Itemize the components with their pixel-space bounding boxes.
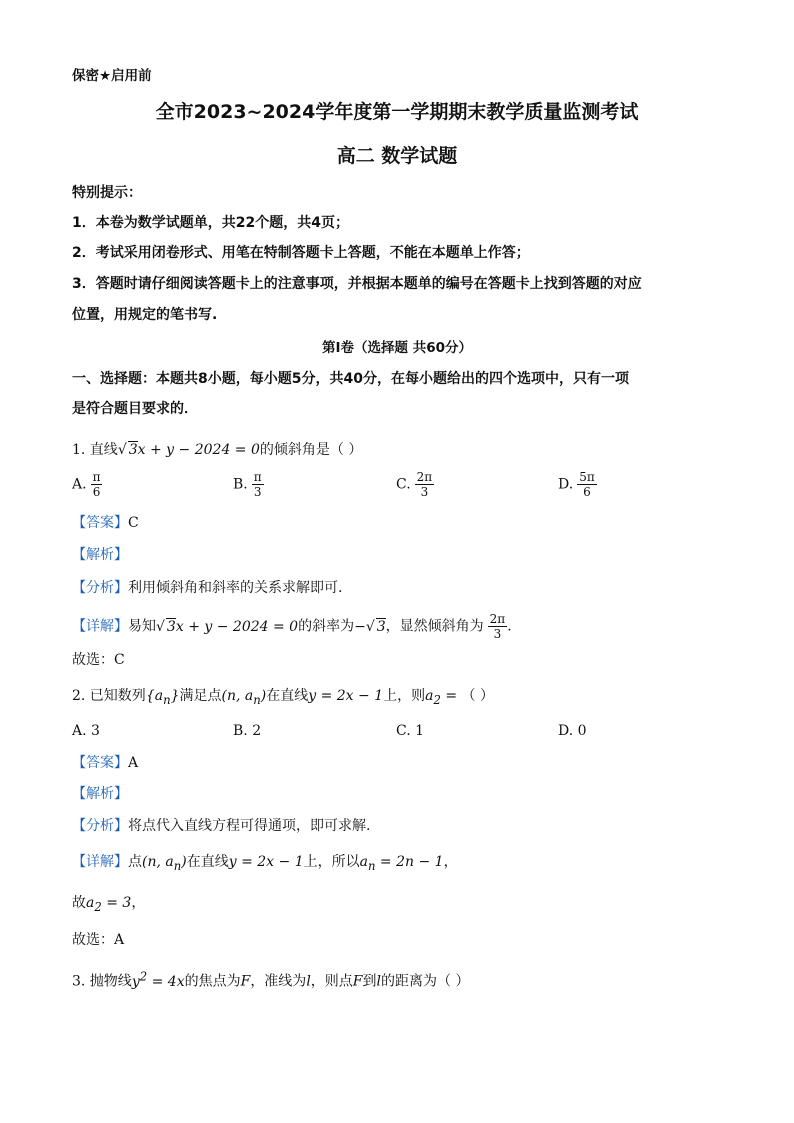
q1-detail-end: . [507, 618, 512, 635]
q2-option-b: B. 2 [233, 723, 262, 739]
q2-answer [72, 753, 138, 773]
q2-an-a: a [359, 854, 368, 870]
q1-fenxi-text: 利用倾斜角和斜率的关系求解即可. [128, 580, 343, 596]
answer-label: 【答案】 [72, 755, 128, 771]
q1-detail [72, 612, 512, 641]
section-instruction-1: 一、选择题：本题共8小题，每小题5分，共40分，在每小题给出的四个选项中，只有一项 [72, 371, 629, 387]
q2-fenxi-text: 将点代入直线方程可得通项，即可求解. [128, 818, 371, 834]
confidential-label: 保密★启用前 [72, 68, 152, 84]
q2-mid1: 满足点 [179, 688, 222, 704]
detail-label: 【详解】 [72, 618, 128, 635]
q1-option-b [233, 470, 264, 499]
q1-suffix: 的倾斜角是（ ） [259, 442, 363, 458]
q2-seq-close: } [170, 688, 180, 704]
exam-title: 全市2023~2024学年度第一学期期末教学质量监测考试 [155, 101, 639, 123]
conclusion-label: 故选： [72, 652, 114, 668]
q2-line: y = 2x − 1 [308, 688, 384, 704]
q2-a2-a: a [425, 688, 434, 704]
q1-fenxi [72, 578, 342, 598]
detail-label: 【详解】 [72, 854, 128, 870]
q2-detail-pt-sub: n [173, 858, 182, 873]
q3-mid3: ，则点 [310, 973, 353, 990]
notice-item-2: 2．考试采用闭卷形式、用笔在特制答题卡上答题，不能在本题单上作答； [72, 245, 530, 261]
frac-den: 6 [583, 485, 591, 499]
q3-l2: l [376, 973, 381, 990]
q2-gu-text: 故 [72, 895, 86, 911]
q3-suffix: 的距离为（ ） [381, 973, 470, 990]
q2-a2-sub: 2 [433, 692, 441, 707]
q1-option-a [72, 470, 102, 499]
notice-heading: 特别提示： [72, 185, 142, 201]
q1-prefix: 1. 直线 [72, 442, 118, 458]
q3-mid2: ，准线为 [250, 973, 307, 990]
q1-slope-sqrt: 3 [376, 618, 386, 635]
exam-subtitle: 高二 数学试题 [336, 145, 458, 167]
fenxi-label: 【分析】 [72, 580, 128, 596]
q2-seq-a: {a [145, 688, 164, 704]
q1-option-frac [252, 470, 264, 499]
q2-analysis [72, 784, 128, 804]
q1-detail-eq-rest: x + y − 2024 = 0 [175, 618, 299, 635]
q2-detail-b: 在直线 [186, 854, 229, 870]
q1-detail-c: ，显然倾斜角为 [385, 618, 484, 635]
q3-l: l [306, 973, 311, 990]
frac-num: 2π [416, 470, 433, 484]
q1-sqrt: 3 [128, 442, 138, 458]
q2-detail-point [142, 854, 187, 873]
q1-option-label: A. [72, 476, 87, 493]
q2-gu-rest: = 3 [101, 895, 132, 911]
q1-conclusion [72, 650, 125, 670]
q1-eq-rest: x + y − 2024 = 0 [137, 442, 260, 458]
frac-num: π [92, 470, 101, 484]
q2-point [221, 688, 267, 707]
q2-pt-close: ) [260, 688, 267, 704]
q1-detail-frac [488, 612, 508, 641]
q2-fenxi [72, 816, 370, 836]
frac-den: 3 [253, 485, 262, 499]
q2-detail-pt: (n, a [142, 854, 174, 870]
q2-prefix: 2. 已知数列 [72, 688, 146, 704]
analysis-label: 【解析】 [72, 786, 128, 802]
q1-equation: √ 3x + y − 2024 = 0 [117, 442, 260, 458]
q2-pt-sub: n [253, 692, 261, 707]
q2-choice: A [114, 932, 125, 948]
q1-option-d [558, 470, 597, 499]
q3-eq-rest: = 4x [147, 973, 185, 990]
section-instruction-2: 是符合题目要求的． [72, 401, 198, 417]
q2-detail-a: 点 [128, 854, 142, 870]
notice-item-3: 3．答题时请仔细阅读答题卡上的注意事项，并根据本题单的编号在答题卡上找到答题的对应 [72, 276, 642, 292]
q1-answer-value: C [128, 515, 139, 531]
frac-den: 3 [493, 627, 502, 641]
q2-detail-end: ， [443, 854, 458, 870]
q2-option-d: D. 0 [558, 723, 587, 739]
q2-a2 [425, 688, 441, 707]
frac-num: 2π [489, 612, 506, 626]
frac-num: π [253, 470, 262, 484]
q2-gu-a: a [86, 895, 95, 911]
q3-equation [131, 969, 185, 990]
q2-option-a: A. 3 [72, 723, 100, 739]
notice-item-3-cont: 位置，用规定的笔书写. [72, 307, 218, 323]
q1-option-c [396, 470, 434, 499]
q3-prefix: 3. 抛物线 [72, 973, 132, 990]
q3-mid1: 的焦点为 [184, 973, 241, 990]
q2-seq-sub: n [163, 692, 171, 707]
q2-an-rest: = 2n − 1 [375, 854, 444, 870]
q2-detail-pt-close: ) [181, 854, 187, 870]
q3-eq-sup: 2 [139, 969, 148, 983]
q2-gu-eq [86, 895, 132, 914]
q1-slope-sign: − [354, 618, 366, 635]
q1-detail-slope: −√ 3 [354, 618, 386, 635]
q1-detail-sqrt: 3 [166, 618, 176, 635]
q1-option-label: C. [396, 476, 411, 493]
q2-mid2: 在直线 [266, 688, 309, 704]
q2-gu [72, 893, 145, 917]
q2-detail-line: y = 2x − 1 [228, 854, 304, 870]
section-title: 第Ⅰ卷（选择题 共60分） [321, 340, 472, 356]
frac-den: 3 [420, 485, 429, 499]
question-1 [72, 440, 362, 460]
notice-item-1: 1．本卷为数学试题单，共22个题，共4页； [72, 215, 349, 231]
q1-option-label: B. [233, 476, 248, 493]
fenxi-label: 【分析】 [72, 818, 128, 834]
q2-answer-value: A [128, 755, 139, 771]
q1-analysis [72, 545, 128, 565]
q3-eq-y: y [131, 973, 140, 990]
q2-an-sub: n [367, 858, 376, 873]
q2-pt: (n, a [221, 688, 254, 704]
q1-option-label: D. [558, 476, 574, 493]
q2-seq [145, 688, 180, 707]
q1-detail-b: 的斜率为 [298, 618, 355, 635]
q1-detail-a: 易知 [128, 618, 156, 635]
q1-option-frac [577, 470, 597, 499]
q2-option-c: C. 1 [396, 723, 425, 739]
q2-gu-end: ， [131, 895, 146, 911]
analysis-label: 【解析】 [72, 547, 128, 563]
q2-detail-c: 上，所以 [303, 854, 360, 870]
frac-den: 6 [92, 485, 101, 499]
conclusion-label: 故选： [72, 932, 114, 948]
q1-option-frac [415, 470, 435, 499]
q2-suffix: = （ ） [440, 688, 494, 704]
question-3 [72, 966, 469, 992]
q1-detail-eq: √ 3x + y − 2024 = 0 [156, 618, 299, 635]
question-2 [72, 686, 494, 710]
q1-option-frac [91, 470, 103, 499]
q3-F: F [240, 973, 251, 990]
q2-detail-an [359, 854, 444, 873]
q1-choice: C [114, 652, 125, 668]
q2-gu-sub: 2 [94, 899, 102, 914]
q1-answer [72, 513, 139, 533]
q2-conclusion [72, 930, 124, 950]
q2-detail [72, 852, 458, 876]
q3-F2: F [352, 973, 363, 990]
q3-mid4: 到 [362, 973, 377, 990]
q2-mid3: 上，则 [383, 688, 426, 704]
answer-label: 【答案】 [72, 515, 128, 531]
frac-num: 5π [579, 470, 595, 484]
